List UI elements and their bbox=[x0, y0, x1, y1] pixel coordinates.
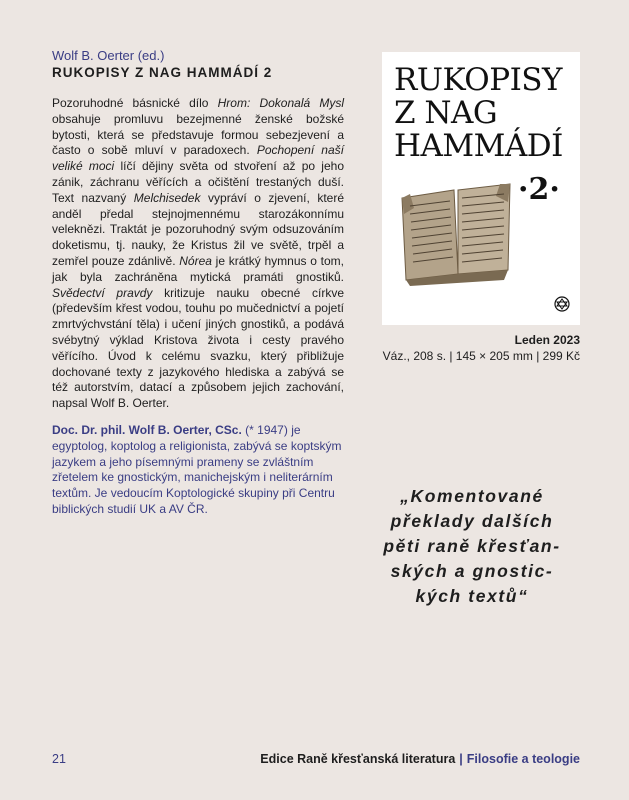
cover-title-line: RUKOPISY bbox=[394, 62, 563, 98]
quote-line: kých textů“ bbox=[415, 586, 529, 606]
description-text: líčí dějiny světa od stvoření až po jeho zánik, záchranu věřících a očištění trestaných duší. Text nazvaný bbox=[52, 159, 344, 205]
author-bio-text: (* 1947) je egyptolog, koptolog a religionista, zabývá se koptským jazykem a jeho písemnými prameny se zvláštním zřetelem ke gnostickým, manichejským i neliterárním textům. Je vedoucím Koptologické skupiny při Centru biblických studií UK a AV ČR. bbox=[52, 422, 342, 516]
book-description bbox=[52, 96, 344, 412]
cover-title-line: Z NAG bbox=[394, 95, 498, 131]
book-entry bbox=[52, 47, 344, 518]
description-work-title: Nórea bbox=[179, 253, 212, 268]
cover-title bbox=[394, 64, 574, 163]
description-text: je krátký hymnus o tom, jak byla zachráněna mytická pramáti gnostiků. bbox=[52, 253, 344, 284]
pull-quote bbox=[372, 484, 572, 609]
release-date: Leden 2023 bbox=[514, 333, 580, 347]
series-subject: Filosofie a teologie bbox=[466, 752, 580, 766]
description-work-title: Melchisedek bbox=[133, 190, 201, 205]
author-bio bbox=[52, 423, 344, 518]
book-details: Váz., 208 s. | 145 × 205 mm | 299 Kč bbox=[382, 349, 580, 363]
series-name: Edice Raně křesťanská literatura bbox=[260, 752, 456, 766]
quote-line: „Komentované bbox=[400, 486, 544, 506]
description-text: vypráví o zjevení, které anděl předal stejnojmennému starozákonnímu veleknězi. Traktát je pozoruhodný svým odsuzováním doketismu, tj. nauky, že Kristus žil ve světě, trpěl a zemřel pouze zdánlivě. bbox=[52, 190, 344, 268]
book-title: RUKOPISY Z NAG HAMMÁDÍ 2 bbox=[52, 65, 273, 80]
series-separator: | bbox=[459, 752, 463, 766]
book-meta bbox=[383, 332, 580, 364]
description-work-title: Svědectví pravdy bbox=[52, 285, 153, 300]
description-text: kritizuje nauku obecné církve (především křest vodou, touhu po mučednictví a pojetí zmrtvýchvstání těla) i učení jiných gnostiků, a podává svébytný výklad Kristova života i cesty pravého věřícího. Úvod k celému svazku, který přibližuje dochované texty z jazykového hlediska a zabývá se též autorstvím, datací a způsobem jejich zachování, napsal Wolf B. Oerter. bbox=[52, 285, 344, 411]
description-text: obsahuje promluvu bezejmenné ženské božské bytosti, která se představuje formou sebezjevení a často o sobě mluví v paradoxech. bbox=[52, 111, 344, 158]
description-work-title: Pochopení naší veliké moci bbox=[52, 143, 344, 174]
book-author: Wolf B. Oerter (ed.) bbox=[52, 48, 165, 63]
publisher-emblem-icon bbox=[554, 296, 570, 312]
page-number: 21 bbox=[52, 752, 66, 766]
cover-title-line: HAMMÁDÍ bbox=[394, 128, 563, 164]
quote-line: pěti raně křesťan- bbox=[383, 536, 561, 556]
quote-line: ských a gnostic- bbox=[390, 561, 554, 581]
book-cover bbox=[382, 52, 580, 325]
series-info bbox=[260, 752, 580, 766]
quote-line: překlady dalších bbox=[390, 511, 554, 531]
manuscript-image bbox=[396, 168, 516, 288]
description-work-title: Hrom: Dokonalá Mysl bbox=[217, 96, 344, 110]
description-text: Pozoruhodné básnické dílo bbox=[52, 96, 218, 110]
author-bio-name: Doc. Dr. phil. Wolf B. Oerter, CSc. bbox=[52, 422, 242, 437]
cover-volume: ·2· bbox=[518, 172, 560, 207]
